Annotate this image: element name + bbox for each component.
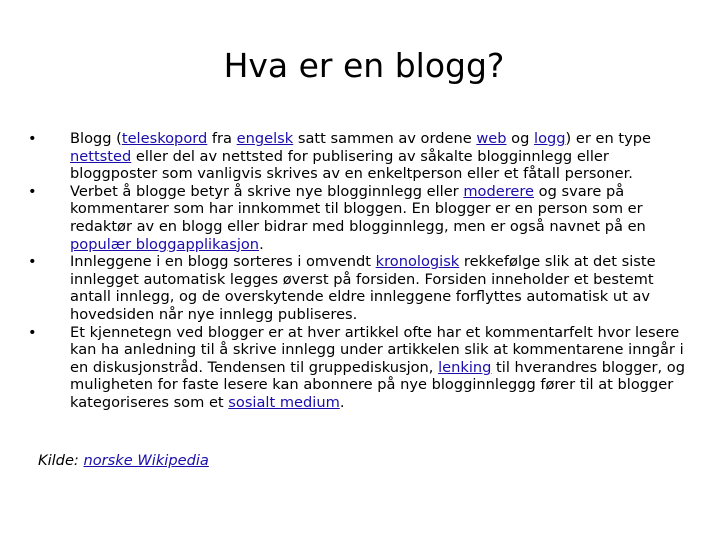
- link-teleskopord[interactable]: teleskopord: [121, 130, 208, 147]
- bullet-text: eller del av nettsted for publisering av såkalte blogginnlegg eller bloggposter som vanligvis skrives av en enkeltperson eller et fåtall personer.: [70, 147, 633, 183]
- link-sosialt-medium[interactable]: sosialt medium: [228, 393, 340, 411]
- bullet-text: .: [339, 393, 345, 411]
- bullet-text: ) er en type: [565, 130, 651, 147]
- bullet-text: Innleggene i en blogg sorteres i omvendt: [70, 253, 376, 271]
- bullet-item: [28, 130, 698, 183]
- bullet-text: fra: [207, 130, 237, 147]
- link-moderere[interactable]: moderere: [463, 182, 535, 200]
- bullet-text: rekkefølge slik at det siste innlegget automatisk legges øverst på forsiden. Forsiden inneholder et bestemt antall innlegg, og de overskytende eldre innleggene forflyttes automatisk ut av hovedsiden når nye innlegg publiseres.: [70, 253, 656, 323]
- source-line: [38, 452, 209, 470]
- bullet-item: [28, 183, 698, 253]
- link-nettsted[interactable]: nettsted: [70, 147, 132, 165]
- bullet-text: og: [506, 130, 535, 147]
- bullet-dot-icon: •: [28, 130, 37, 147]
- link-kronologisk[interactable]: kronologisk: [375, 253, 460, 271]
- bullet-text: Blogg (: [70, 130, 122, 147]
- link-lenking[interactable]: lenking: [438, 358, 492, 376]
- source-link-norske-wikipedia[interactable]: norske Wikipedia: [83, 452, 209, 469]
- bullet-text: satt sammen av ordene: [293, 130, 477, 147]
- bullet-text: Et kjennetegn ved blogger er at hver artikkel ofte har et kommentarfelt hvor lesere kan ha anledning til å skrive innlegg under artikkelen slik at kommentarene inngår i en diskusjonstråd. Tendensen til gruppediskusjon,: [70, 323, 684, 376]
- slide-title: Hva er en blogg?: [223, 46, 505, 85]
- bullet-text: til hverandres blogger, og muligheten for faste lesere kan abonnere på nye blogginnleggg fører til at blogger kategoriseres som et: [70, 358, 685, 411]
- bullet-item: [28, 324, 698, 412]
- link-web[interactable]: web: [476, 130, 507, 147]
- source-label: Kilde:: [38, 452, 84, 469]
- bullet-text: og svare på kommentarer som har innkommet til bloggen. En blogger er en person som er redaktør av en blogg eller bidrar med blogginnlegg, men er også navnet på en: [70, 182, 646, 235]
- link-logg[interactable]: logg: [534, 130, 566, 147]
- bullet-text: Verbet å blogge betyr å skrive nye blogginnlegg eller: [70, 182, 464, 200]
- bullet-dot-icon: •: [28, 323, 37, 341]
- bullet-dot-icon: •: [28, 182, 37, 200]
- bullet-dot-icon: •: [28, 253, 37, 271]
- link-populær-bloggapplikasjon[interactable]: populær bloggapplikasjon: [70, 235, 260, 253]
- bullet-text: .: [259, 235, 264, 253]
- link-engelsk[interactable]: engelsk: [236, 130, 294, 147]
- bullet-item: [28, 253, 698, 323]
- bullet-list: [28, 130, 698, 412]
